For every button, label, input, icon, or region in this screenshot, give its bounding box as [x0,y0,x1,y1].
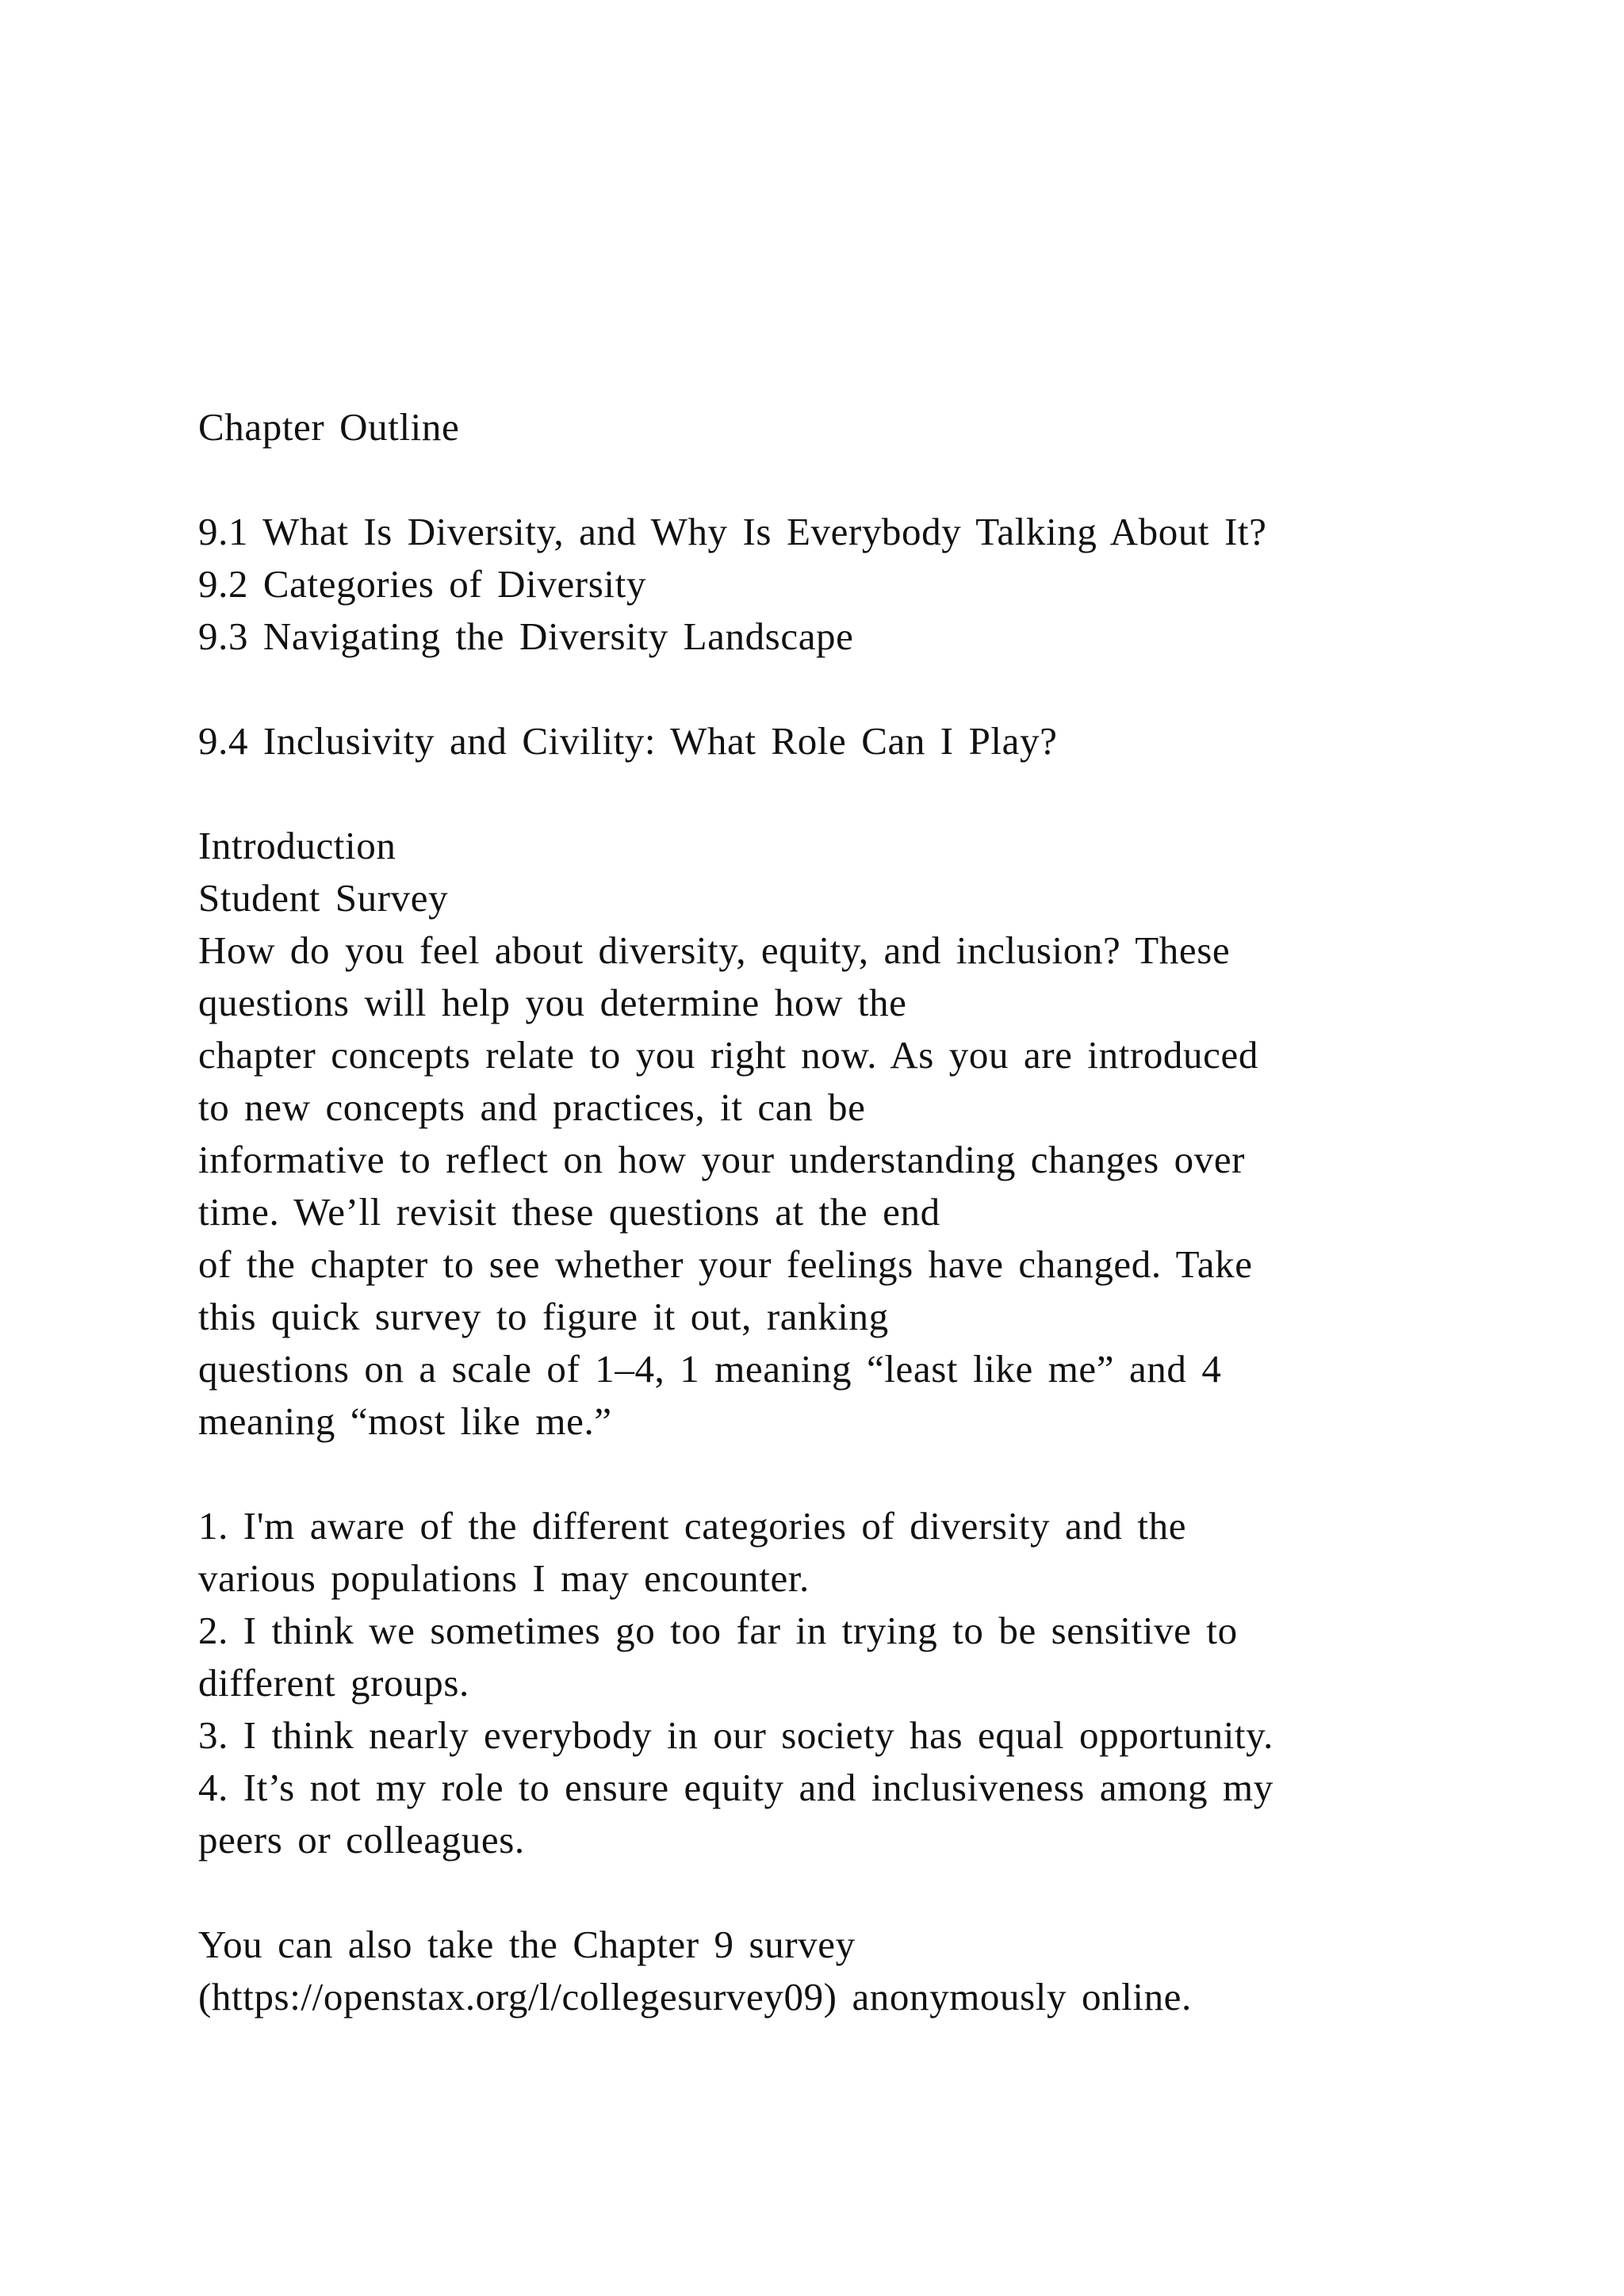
spacer [198,663,1467,715]
outline-item-9-4: 9.4 Inclusivity and Civility: What Role Can I Play? [198,719,1058,763]
paragraph-line: meaning “most like me.” [198,1399,612,1443]
survey-question-line: 2. I think we sometimes go too far in trying to be sensitive to [198,1609,1238,1652]
online-survey-suffix: anonymously online. [837,1975,1192,2019]
spacer [198,453,1467,506]
paragraph-line: time. We’ll revisit these questions at the end [198,1190,940,1234]
spacer [198,1448,1467,1500]
survey-question-line: different groups. [198,1661,469,1705]
outline-item-9-3: 9.3 Navigating the Diversity Landscape [198,614,854,658]
spacer [198,767,1467,820]
paragraph-line: How do you feel about diversity, equity, and inclusion? These [198,928,1231,972]
survey-questions [198,1500,1467,1866]
survey-url-link[interactable]: (https://openstax.org/l/collegesurvey09) [198,1975,837,2019]
introduction-paragraph [198,924,1467,1448]
paragraph-line: questions on a scale of 1–4, 1 meaning “least like me” and 4 [198,1347,1222,1391]
chapter-outline-heading: Chapter Outline [198,405,460,449]
spacer [198,1866,1467,1919]
paragraph-line: to new concepts and practices, it can be [198,1085,866,1129]
paragraph-line: questions will help you determine how the [198,981,907,1024]
paragraph-line: this quick survey to figure it out, ranking [198,1295,889,1338]
paragraph-line: of the chapter to see whether your feelings have changed. Take [198,1242,1253,1286]
introduction-heading: Introduction [198,824,396,867]
survey-question-line: 3. I think nearly everybody in our society has equal opportunity. [198,1713,1274,1757]
outline-item-9-2: 9.2 Categories of Diversity [198,562,646,606]
online-survey-line: You can also take the Chapter 9 survey [198,1923,856,1966]
survey-question-line: peers or colleagues. [198,1818,525,1862]
outline-item-9-1: 9.1 What Is Diversity, and Why Is Everybody Talking About It? [198,510,1267,553]
document-page [198,401,1467,2023]
paragraph-line: informative to reflect on how your understanding changes over [198,1138,1246,1181]
online-survey-url-line [198,1971,1467,2023]
survey-question-line: various populations I may encounter. [198,1556,810,1600]
paragraph-line: chapter concepts relate to you right now. As you are introduced [198,1033,1258,1077]
student-survey-heading: Student Survey [198,876,449,920]
survey-question-line: 1. I'm aware of the different categories of diversity and the [198,1504,1187,1548]
survey-question-line: 4. It’s not my role to ensure equity and inclusiveness among my [198,1766,1274,1809]
